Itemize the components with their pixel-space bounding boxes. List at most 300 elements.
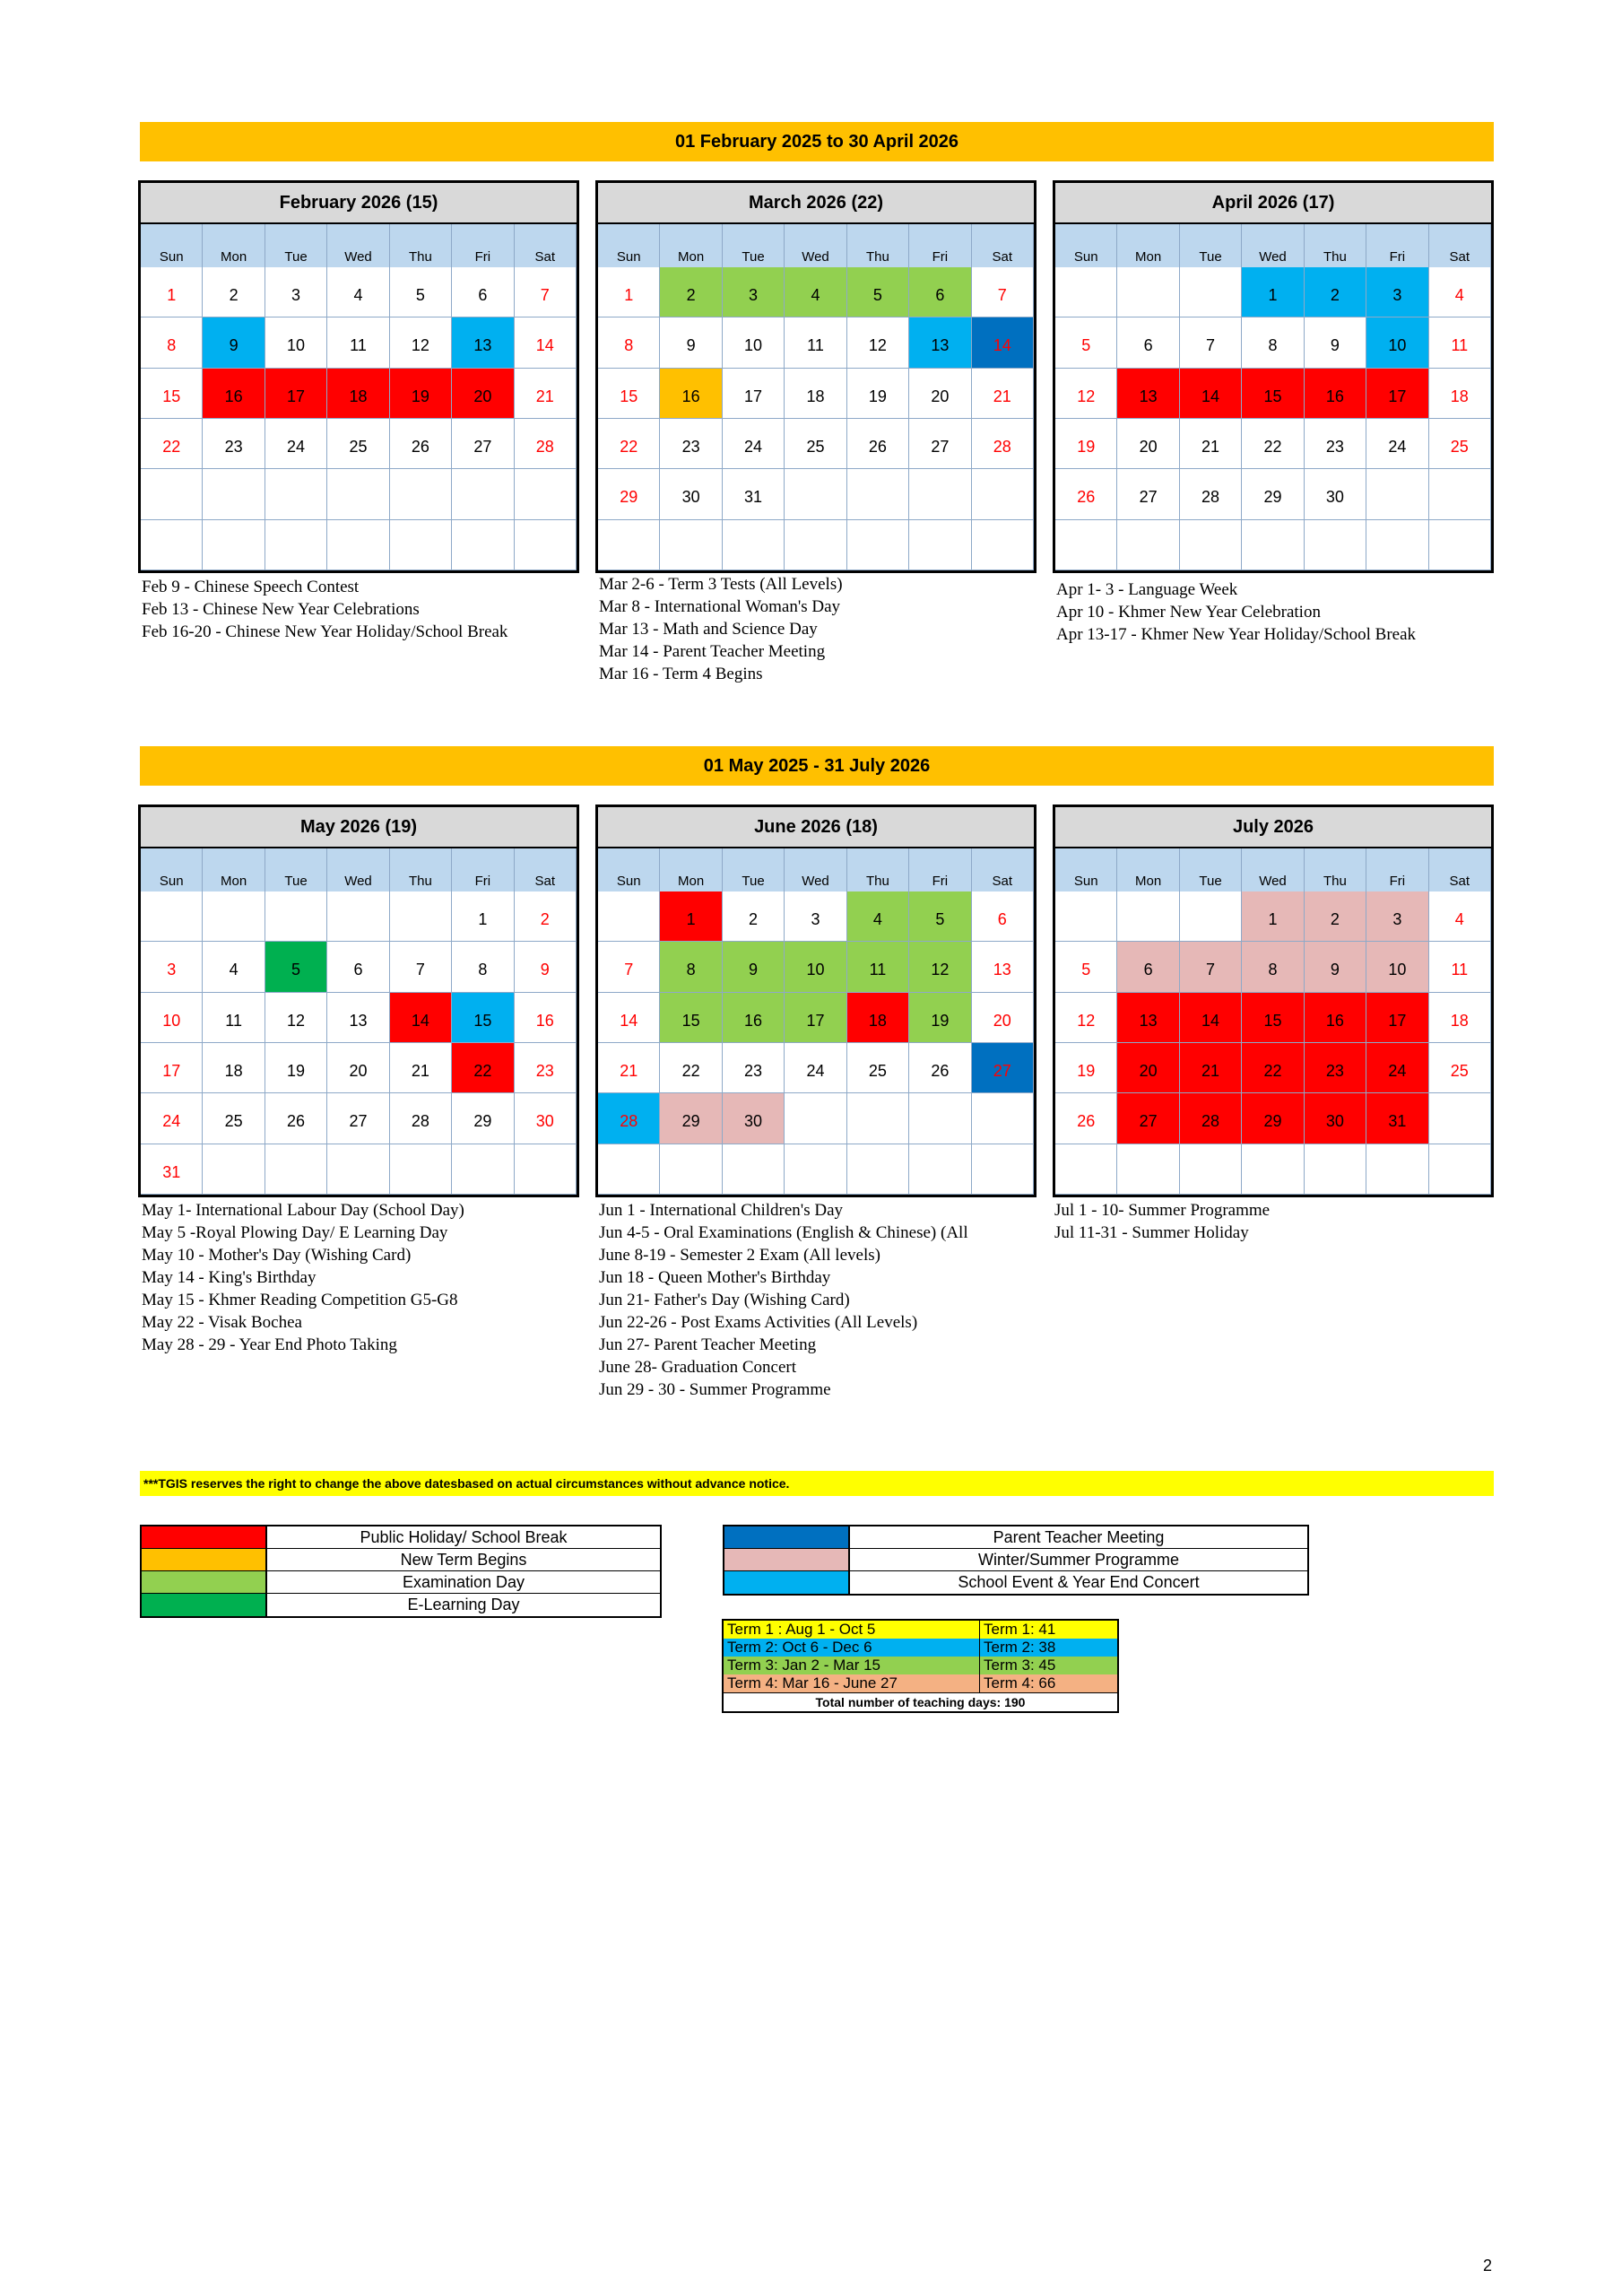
month-title: July 2026 [1055,807,1491,848]
event-note: June 8-19 - Semester 2 Exam (All levels) [599,1246,880,1265]
month-calendar [1053,804,1494,1197]
day-cell: 10 [723,317,785,368]
empty-day-cell [515,520,577,570]
day-cell: 8 [598,317,660,368]
day-cell: 25 [847,1043,909,1093]
empty-day-cell [390,469,452,519]
day-cell: 28 [390,1093,452,1144]
empty-day-cell [265,520,327,570]
weekday-header: Mon [1117,848,1179,891]
day-cell: 10 [1366,317,1428,368]
event-note: Feb 13 - Chinese New Year Celebrations [142,600,420,619]
empty-day-cell [1366,520,1428,570]
empty-day-cell [1055,520,1117,570]
weekday-header: Sat [515,848,577,891]
weekday-header: Thu [390,224,452,267]
empty-day-cell [909,1093,971,1144]
event-note: Jun 27- Parent Teacher Meeting [599,1335,817,1354]
day-cell: 8 [1242,942,1304,992]
day-cell: 28 [972,419,1034,469]
month-grid [598,224,1034,570]
day-cell: 20 [1117,1043,1179,1093]
day-cell: 25 [327,419,389,469]
event-note: May 10 - Mother's Day (Wishing Card) [142,1246,412,1265]
day-cell: 13 [1117,993,1179,1043]
day-cell: 17 [785,993,846,1043]
day-cell: 9 [515,942,577,992]
day-cell: 23 [1305,419,1366,469]
empty-day-cell [660,1144,722,1195]
empty-day-cell [1055,891,1117,942]
empty-day-cell [909,469,971,519]
empty-day-cell [203,1144,265,1195]
day-cell: 9 [203,317,265,368]
empty-day-cell [785,469,846,519]
empty-day-cell [1117,1144,1179,1195]
month-title: April 2026 (17) [1055,183,1491,224]
day-cell: 30 [660,469,722,519]
weekday-header: Fri [1366,848,1428,891]
empty-day-cell [1429,469,1491,519]
section-banner-feb-apr: 01 February 2025 to 30 April 2026 [140,122,1494,161]
empty-day-cell [598,1144,660,1195]
empty-day-cell [327,520,389,570]
empty-day-cell [972,469,1034,519]
day-cell: 15 [1242,369,1304,419]
day-cell: 22 [452,1043,514,1093]
empty-day-cell [598,520,660,570]
day-cell: 30 [723,1093,785,1144]
month-grid [1055,224,1491,570]
day-cell: 10 [141,993,203,1043]
day-cell: 19 [909,993,971,1043]
empty-day-cell [327,469,389,519]
term-days: Term 4: 66 [984,1674,1056,1692]
empty-day-cell [723,520,785,570]
empty-day-cell [847,1093,909,1144]
empty-day-cell [390,1144,452,1195]
day-cell: 6 [452,267,514,317]
month-row-1 [138,180,1494,573]
term-range: Term 3: Jan 2 - Mar 15 [724,1657,980,1674]
day-cell: 25 [1429,419,1491,469]
legend-label: Public Holiday/ School Break [360,1527,568,1546]
day-cell: 14 [972,317,1034,368]
day-cell: 26 [1055,1093,1117,1144]
day-cell: 8 [141,317,203,368]
day-cell: 7 [972,267,1034,317]
day-cell: 11 [1429,317,1491,368]
day-cell: 23 [203,419,265,469]
legend-item [724,1526,1307,1549]
empty-day-cell [1305,1144,1366,1195]
day-cell: 5 [847,267,909,317]
day-cell: 13 [452,317,514,368]
weekday-header: Sun [141,224,203,267]
empty-day-cell [598,891,660,942]
day-cell: 16 [1305,369,1366,419]
day-cell: 31 [1366,1093,1428,1144]
day-cell: 26 [847,419,909,469]
day-cell: 26 [390,419,452,469]
empty-day-cell [265,891,327,942]
day-cell: 5 [265,942,327,992]
day-cell: 13 [327,993,389,1043]
day-cell: 6 [327,942,389,992]
event-note: May 22 - Visak Bochea [142,1313,302,1332]
day-cell: 15 [1242,993,1304,1043]
day-cell: 7 [1180,942,1242,992]
empty-day-cell [847,469,909,519]
legend-label: New Term Begins [400,1550,527,1569]
day-cell: 24 [1366,419,1428,469]
term-row [724,1674,1117,1692]
page-number: 2 [1483,2257,1493,2274]
day-cell: 5 [390,267,452,317]
term-range: Term 4: Mar 16 - June 27 [724,1674,980,1692]
day-cell: 22 [141,419,203,469]
day-cell: 5 [1055,942,1117,992]
day-cell: 17 [1366,369,1428,419]
empty-day-cell [785,1093,846,1144]
weekday-header: Thu [1305,224,1366,267]
weekday-header: Fri [452,848,514,891]
day-cell: 14 [1180,993,1242,1043]
day-cell: 13 [1117,369,1179,419]
day-cell: 8 [1242,317,1304,368]
day-cell: 24 [785,1043,846,1093]
month-grid [141,224,577,570]
day-cell: 23 [1305,1043,1366,1093]
day-cell: 26 [1055,469,1117,519]
day-cell: 25 [203,1093,265,1144]
legend-swatch [142,1526,267,1548]
day-cell: 29 [598,469,660,519]
legend-swatch [142,1594,267,1616]
empty-day-cell [452,469,514,519]
empty-day-cell [1366,1144,1428,1195]
day-cell: 4 [203,942,265,992]
term-row [724,1639,1117,1657]
legend-label: School Event & Year End Concert [958,1573,1200,1591]
event-note: Feb 16-20 - Chinese New Year Holiday/School Break [142,622,508,641]
event-note: Mar 14 - Parent Teacher Meeting [599,642,826,661]
day-cell: 10 [785,942,846,992]
empty-day-cell [452,1144,514,1195]
day-cell: 18 [785,369,846,419]
weekday-header: Fri [452,224,514,267]
empty-day-cell [1305,520,1366,570]
empty-day-cell [1429,1144,1491,1195]
event-note: Jun 1 - International Children's Day [599,1201,844,1220]
day-cell: 21 [598,1043,660,1093]
weekday-header: Tue [723,848,785,891]
day-cell: 12 [390,317,452,368]
day-cell: 15 [660,993,722,1043]
empty-day-cell [1242,1144,1304,1195]
day-cell: 12 [265,993,327,1043]
day-cell: 14 [390,993,452,1043]
disclaimer-note: ***TGIS reserves the right to change the above datesbased on actual circumstances without advance notice. [140,1471,1494,1496]
day-cell: 7 [598,942,660,992]
empty-day-cell [515,469,577,519]
notes-may [142,1199,464,1356]
day-cell: 22 [660,1043,722,1093]
empty-day-cell [660,520,722,570]
day-cell: 22 [598,419,660,469]
day-cell: 10 [1366,942,1428,992]
day-cell: 20 [1117,419,1179,469]
empty-day-cell [1055,267,1117,317]
day-cell: 16 [660,369,722,419]
legend-label: Winter/Summer Programme [977,1550,1180,1569]
event-note: Jul 1 - 10- Summer Programme [1054,1201,1271,1220]
day-cell: 1 [660,891,722,942]
day-cell: 4 [1429,891,1491,942]
event-note: Jun 18 - Queen Mother's Birthday [599,1268,831,1287]
day-cell: 2 [723,891,785,942]
day-cell: 12 [1055,993,1117,1043]
month-grid [141,848,577,1195]
day-cell: 4 [327,267,389,317]
term-days: Term 2: 38 [984,1639,1056,1656]
event-note: May 1- International Labour Day (School Day) [142,1201,464,1220]
day-cell: 23 [515,1043,577,1093]
day-cell: 28 [515,419,577,469]
day-cell: 16 [723,993,785,1043]
event-note: Mar 16 - Term 4 Begins [599,665,763,683]
empty-day-cell [327,1144,389,1195]
empty-day-cell [390,891,452,942]
empty-day-cell [1117,891,1179,942]
weekday-header: Sat [972,848,1034,891]
event-note: Apr 13-17 - Khmer New Year Holiday/School Break [1056,625,1417,644]
day-cell: 27 [1117,1093,1179,1144]
weekday-header: Thu [847,224,909,267]
legend-item [724,1571,1307,1594]
day-cell: 3 [785,891,846,942]
empty-day-cell [1055,1144,1117,1195]
legend-right [723,1525,1309,1596]
day-cell: 9 [660,317,722,368]
day-cell: 7 [390,942,452,992]
day-cell: 8 [660,942,722,992]
day-cell: 6 [909,267,971,317]
day-cell: 2 [660,267,722,317]
month-grid [1055,848,1491,1195]
weekday-header: Tue [265,224,327,267]
day-cell: 17 [141,1043,203,1093]
day-cell: 30 [1305,469,1366,519]
day-cell: 19 [847,369,909,419]
notes-july [1054,1199,1270,1244]
day-cell: 17 [1366,993,1428,1043]
event-note: Apr 10 - Khmer New Year Celebration [1056,603,1321,622]
day-cell: 8 [452,942,514,992]
day-cell: 16 [1305,993,1366,1043]
day-cell: 1 [598,267,660,317]
day-cell: 1 [452,891,514,942]
weekday-header: Wed [327,848,389,891]
legend-item [724,1549,1307,1571]
day-cell: 4 [785,267,846,317]
terms-table [722,1619,1119,1713]
weekday-header: Mon [1117,224,1179,267]
event-note: May 14 - King's Birthday [142,1268,317,1287]
day-cell: 20 [909,369,971,419]
day-cell: 19 [1055,419,1117,469]
weekday-header: Mon [660,224,722,267]
day-cell: 14 [1180,369,1242,419]
day-cell: 2 [1305,891,1366,942]
day-cell: 29 [1242,469,1304,519]
day-cell: 1 [1242,891,1304,942]
day-cell: 9 [1305,942,1366,992]
day-cell: 17 [265,369,327,419]
day-cell: 12 [909,942,971,992]
notes-april [1056,578,1416,646]
weekday-header: Sat [1429,848,1491,891]
empty-day-cell [1117,267,1179,317]
legend-label: Examination Day [402,1572,525,1591]
day-cell: 18 [1429,993,1491,1043]
empty-day-cell [203,469,265,519]
section-banner-may-jul: 01 May 2025 - 31 July 2026 [140,746,1494,786]
day-cell: 18 [203,1043,265,1093]
weekday-header: Mon [660,848,722,891]
weekday-header: Tue [265,848,327,891]
day-cell: 6 [1117,317,1179,368]
day-cell: 22 [1242,419,1304,469]
weekday-header: Mon [203,224,265,267]
day-cell: 13 [972,942,1034,992]
day-cell: 25 [785,419,846,469]
event-note: Jun 29 - 30 - Summer Programme [599,1380,831,1399]
event-note: May 5 -Royal Plowing Day/ E Learning Day [142,1223,448,1242]
day-cell: 28 [598,1093,660,1144]
empty-day-cell [141,891,203,942]
empty-day-cell [390,520,452,570]
day-cell: 20 [327,1043,389,1093]
day-cell: 23 [723,1043,785,1093]
day-cell: 3 [265,267,327,317]
term-range: Term 1 : Aug 1 - Oct 5 [724,1621,980,1639]
empty-day-cell [785,1144,846,1195]
empty-day-cell [1429,1093,1491,1144]
legend-swatch [724,1549,850,1570]
weekday-header: Wed [327,224,389,267]
empty-day-cell [203,520,265,570]
day-cell: 19 [390,369,452,419]
month-title: June 2026 (18) [598,807,1034,848]
weekday-header: Fri [909,224,971,267]
weekday-header: Wed [1242,224,1304,267]
weekday-header: Sun [598,224,660,267]
weekday-header: Tue [723,224,785,267]
notes-june [599,1199,968,1401]
day-cell: 6 [972,891,1034,942]
weekday-header: Wed [1242,848,1304,891]
day-cell: 26 [265,1093,327,1144]
weekday-header: Wed [785,224,846,267]
legend-swatch [724,1526,850,1548]
day-cell: 9 [723,942,785,992]
day-cell: 29 [660,1093,722,1144]
day-cell: 14 [515,317,577,368]
day-cell: 24 [1366,1043,1428,1093]
weekday-header: Thu [1305,848,1366,891]
month-calendar [138,804,579,1197]
weekday-header: Mon [203,848,265,891]
notes-march [599,573,843,685]
day-cell: 31 [141,1144,203,1195]
event-note: Jun 4-5 - Oral Examinations (English & Chinese) (All [599,1223,968,1242]
event-note: Apr 1- 3 - Language Week [1056,580,1238,599]
weekday-header: Sun [1055,224,1117,267]
weekday-header: Tue [1180,848,1242,891]
day-cell: 25 [1429,1043,1491,1093]
day-cell: 18 [327,369,389,419]
weekday-header: Sun [1055,848,1117,891]
empty-day-cell [1180,267,1242,317]
day-cell: 11 [203,993,265,1043]
weekday-header: Tue [1180,224,1242,267]
day-cell: 26 [909,1043,971,1093]
empty-day-cell [265,1144,327,1195]
weekday-header: Sat [515,224,577,267]
day-cell: 2 [1305,267,1366,317]
day-cell: 17 [723,369,785,419]
day-cell: 3 [723,267,785,317]
month-grid [598,848,1034,1195]
day-cell: 15 [452,993,514,1043]
day-cell: 7 [1180,317,1242,368]
day-cell: 23 [660,419,722,469]
day-cell: 5 [909,891,971,942]
day-cell: 5 [1055,317,1117,368]
day-cell: 11 [847,942,909,992]
legend-swatch [142,1549,267,1570]
event-note: Mar 2-6 - Term 3 Tests (All Levels) [599,575,843,594]
event-note: June 28- Graduation Concert [599,1358,797,1377]
empty-day-cell [265,469,327,519]
term-days: Term 3: 45 [984,1657,1056,1674]
weekday-header: Sun [141,848,203,891]
event-note: Feb 9 - Chinese Speech Contest [142,578,360,596]
month-calendar [595,180,1037,573]
legend-swatch [142,1571,267,1593]
day-cell: 6 [1117,942,1179,992]
month-calendar [138,180,579,573]
term-days: Term 1: 41 [984,1621,1056,1638]
day-cell: 20 [972,993,1034,1043]
event-note: Mar 8 - International Woman's Day [599,597,841,616]
day-cell: 30 [1305,1093,1366,1144]
empty-day-cell [1180,520,1242,570]
day-cell: 7 [515,267,577,317]
empty-day-cell [452,520,514,570]
total-teaching-days: Total number of teaching days: 190 [724,1692,1117,1711]
day-cell: 3 [1366,891,1428,942]
day-cell: 24 [265,419,327,469]
day-cell: 15 [598,369,660,419]
day-cell: 30 [515,1093,577,1144]
empty-day-cell [141,520,203,570]
day-cell: 29 [452,1093,514,1144]
day-cell: 3 [141,942,203,992]
empty-day-cell [203,891,265,942]
day-cell: 1 [141,267,203,317]
